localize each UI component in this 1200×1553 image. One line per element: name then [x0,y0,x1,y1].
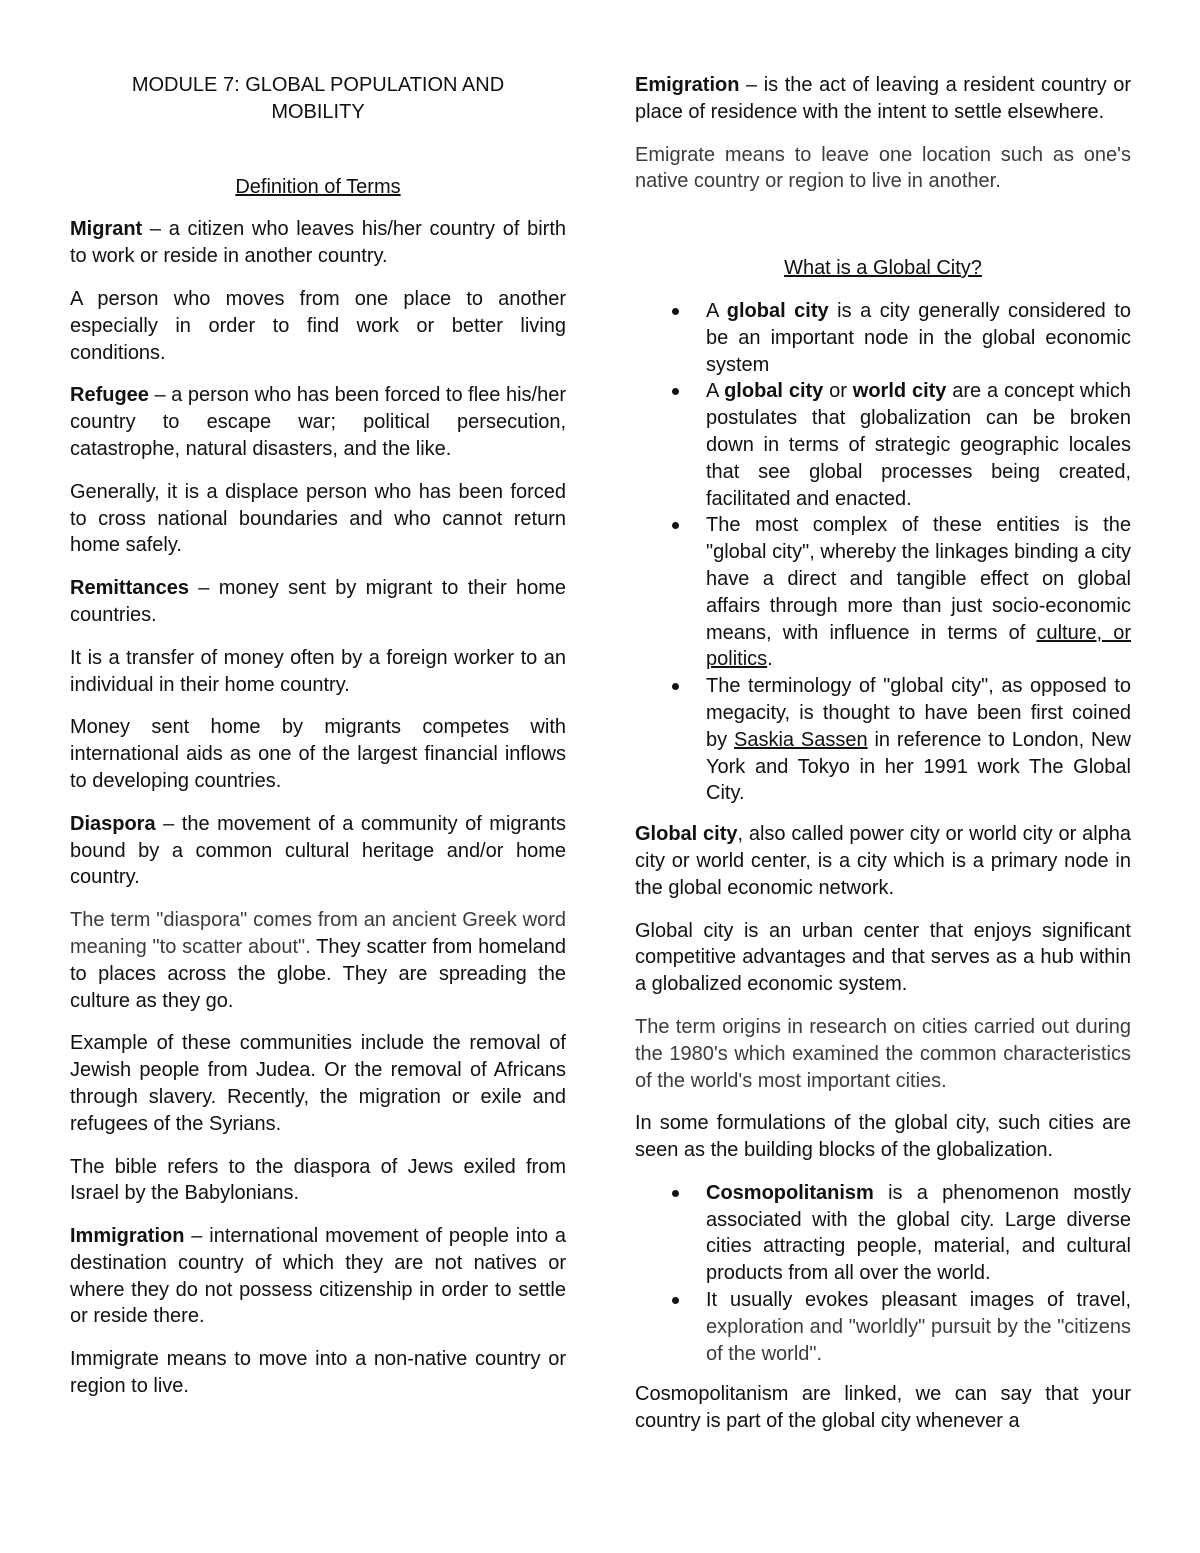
remittances-definition: Remittances – money sent by migrant to their home countries. [70,577,566,626]
refugee-term: Refugee [70,384,149,407]
migrant-term: Migrant [70,218,143,241]
diaspora-note-2: Example of these communities include the removal of Jewish people from Judea. Or the removal of Africans through slavery. Recently, the migration or exile and refugees of the Syrians. [70,1032,566,1135]
global-city-heading: What is a Global City? [784,257,982,280]
refugee-note: Generally, it is a displace person who has been forced to cross national boundaries and who cannot return home safely. [70,480,566,557]
refugee-definition: Refugee – a person who has been forced to flee his/her country to escape war; political persecution, catastrophe, natural disasters, and the like. [70,384,566,460]
immigration-note: Immigrate means to move into a non-native country or region to live. [70,1348,566,1398]
saskia-sassen-link[interactable]: Saskia Sassen [734,728,868,751]
module-title [70,72,566,126]
emigration-note: Emigrate means to leave one location such as one's native country or region to live in another. [635,143,1131,193]
emigration-definition: Emigration – is the act of leaving a resident country or place of residence with the intent to settle elsewhere. [635,74,1131,123]
diaspora-term: Diaspora [70,812,156,835]
bullet-icon [672,1190,679,1197]
diaspora-definition: Diaspora – the movement of a community of migrants bound by a common cultural heritage and/or home country. [70,812,566,889]
remittances-note-2: Money sent home by migrants competes with international aids as one of the largest financial inflows to developing countries. [70,716,566,792]
global-city-term: Global city [635,823,738,846]
bullet-icon [672,308,679,315]
left-column [70,72,566,1416]
migrant-definition: Migrant – a citizen who leaves his/her country of birth to work or reside in another country. [70,218,566,268]
definitions-heading: Definition of Terms [235,175,401,198]
cosmopolitanism-bullets [635,1180,1131,1368]
diaspora-note-1: The term "diaspora" comes from an ancient Greek word meaning "to scatter about". They scatter from homeland to places across the globe. They are spreading the culture as they go. [70,909,566,1012]
list-item: Cosmopolitanism is a phenomenon mostly associated with the global city. Large diverse cities attracting people, material, and cultural products from all over the world. [635,1180,1131,1287]
global-city-definition: Global city, also called power city or world city or alpha city or world center, is a city which is a primary node in the global economic network. [635,823,1132,899]
global-city-bullets [635,298,1131,807]
diaspora-note-3: The bible refers to the diaspora of Jews exiled from Israel by the Babylonians. [70,1155,566,1205]
emigration-term: Emigration [635,74,740,96]
remittances-term: Remittances [70,577,189,600]
module-title-line2: MOBILITY [271,100,365,123]
list-item: It usually evokes pleasant images of travel, exploration and "worldly" pursuit by the "citizens of the world". [635,1287,1131,1367]
closing-paragraph: Cosmopolitanism are linked, we can say that your country is part of the global city whenever a [635,1383,1131,1433]
immigration-term: Immigration [70,1225,185,1248]
bullet-icon [672,388,679,395]
module-title-line1: MODULE 7: GLOBAL POPULATION AND [131,74,505,96]
list-item: A global city or world city are a concept which postulates that globalization can be broken down in terms of strategic geographic locales that see global processes being created, facilitated and enacted. [635,378,1131,512]
list-item: The most complex of these entities is the "global city", whereby the linkages binding a city have a direct and tangible effect on global affairs through more than just socio-economic means, with influence in terms of culture, or politics. [635,512,1131,673]
migrant-note: A person who moves from one place to another especially in order to find work or better living conditions. [70,287,566,364]
culture-politics-link[interactable]: culture, or politics [706,621,1131,671]
right-column [635,72,1131,1435]
global-city-p4: In some formulations of the global city, such cities are seen as the building blocks of the globalization. [635,1112,1131,1162]
remittances-note-1: It is a transfer of money often by a foreign worker to an individual in their home country. [70,646,566,696]
list-item: The terminology of "global city", as opposed to megacity, is thought to have been first coined by Saskia Sassen in reference to London, New York and Tokyo in her 1991 work The Global City. [635,673,1131,807]
bullet-icon [672,522,679,529]
list-item: A global city is a city generally considered to be an important node in the global economic system [635,298,1131,378]
bullet-icon [672,683,679,690]
immigration-definition: Immigration – international movement of people into a destination country of which they are not natives or where they do not possess citizenship in order to settle or reside there. [70,1225,566,1328]
global-city-p3: The term origins in research on cities carried out during the 1980's which examined the common characteristics of the world's most important cities. [635,1015,1131,1092]
global-city-p2: Global city is an urban center that enjoys significant competitive advantages and that serves as a hub within a globalized economic system. [635,919,1131,996]
bullet-icon [672,1297,679,1304]
